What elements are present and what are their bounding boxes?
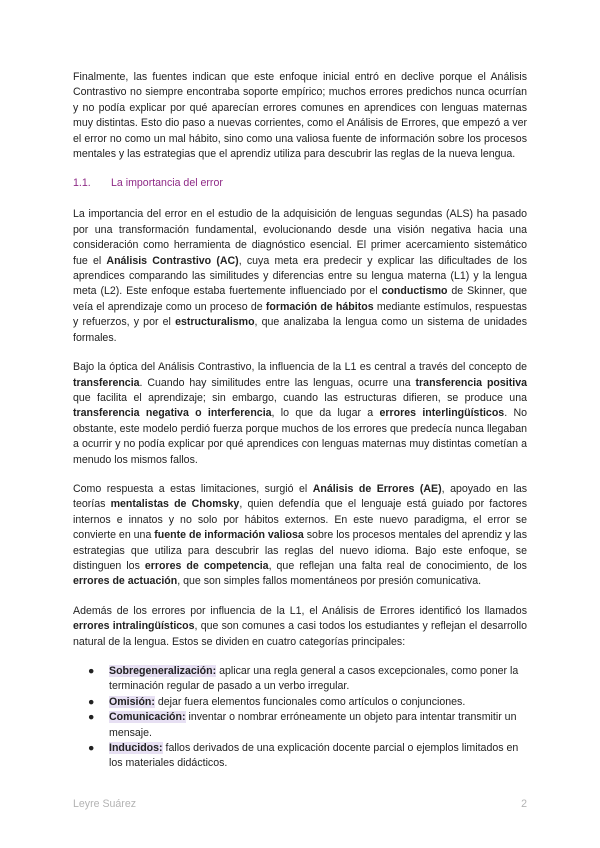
paragraph-contrastive-analysis (73, 207, 527, 346)
bold-term: errores de actuación (73, 575, 178, 588)
list-item (73, 664, 527, 695)
bold-term: conductismo (381, 285, 448, 298)
bold-term: formación de hábitos (265, 300, 374, 313)
bullet-icon: ● (88, 665, 95, 677)
text-run: de Skinner, que veía el aprendizaje como un proceso de (73, 285, 527, 313)
text-run: , que son simples fallos momentáneos por presión comunicativa. (177, 575, 482, 588)
paragraph-intralingual (73, 604, 527, 650)
bold-term: Análisis de Errores (AE) (312, 482, 442, 495)
bold-term: errores interlingüísticos (379, 407, 505, 420)
bold-term: fuente de información valiosa (154, 529, 304, 542)
bold-term: estructuralismo (175, 316, 255, 329)
section-number: 1.1. (73, 177, 91, 190)
bold-term: transferencia negativa o interferencia (73, 407, 272, 420)
page-footer (73, 798, 527, 810)
bullet-icon: ● (88, 742, 95, 755)
text-run: sobre los procesos mentales del aprendiz y las estrategias que utiliza para descubrir las reglas del nuevo idioma. Bajo este enfoque, se distinguen los (73, 529, 527, 572)
paragraph-error-analysis (73, 482, 527, 590)
text-run: , lo que da lugar a (271, 407, 380, 420)
list-item-term: Omisión: (109, 695, 155, 708)
bold-term: mentalistas de Chomsky (110, 498, 240, 511)
bullet-icon: ● (88, 711, 95, 724)
text-run: Además de los errores por influencia de la L1, el Análisis de Errores identificó los llamados (73, 604, 527, 617)
paragraph-transfer (73, 360, 527, 468)
text-run: Como respuesta a estas limitaciones, surgió el (73, 482, 313, 495)
footer-page-number: 2 (521, 798, 527, 810)
text-run: , apoyado en las teorías (73, 482, 528, 511)
intro-paragraph: Finalmente, las fuentes indican que este enfoque inicial entró en declive porque el Análisis Contrastivo no siempre encontraba soporte empírico; muchos errores predichos nunca ocurrían y no podía explicar por qué aparecían errores comunes en aprendices con lenguas maternas muy distintas. Esto dio paso a nuevas corrientes, como el Análisis de Errores, que empezó a ver el error no como un mal hábito, sino como una valiosa fuente de información sobre los procesos mentales y las estrategias que el aprendiz utiliza para descubrir las reglas de la nueva lengua. (73, 71, 527, 161)
list-item-term: Comunicación: (109, 711, 186, 724)
text-run: , quien defendía que el lenguaje está guiado por factores internos e innatos y no solo por hábitos externos. En este nuevo paradigma, el error se convierte en una (73, 498, 527, 542)
text-run: mediante estímulos, respuestas y refuerzos, y por el (73, 300, 527, 329)
text-run: . No obstante, este modelo perdió fuerza porque muchos de los errores que predecía nunca llegaban a ocurrir y no podía explicar por qué aprendices con lenguas maternas muy distintas cometían a menudo los mismos fallos. (73, 407, 527, 466)
text-run: , que son comunes a casi todos los estudiantes y reflejan el desarrollo natural de la lengua. Estos se dividen en cuatro categorías principales: (73, 620, 527, 648)
bold-term: Análisis Contrastivo (AC) (106, 254, 239, 267)
text-run: Bajo la óptica del Análisis Contrastivo, la influencia de la L1 es central a través del concepto de (73, 361, 527, 374)
bullet-icon: ● (88, 695, 95, 708)
list-item (73, 741, 527, 772)
list-item-term: Inducidos: (109, 742, 163, 755)
text-run: , que reflejan una falta real de conocimiento, de los (268, 559, 527, 572)
text-run: La importancia del error en el estudio de la adquisición de lenguas segundas (ALS) ha pasado por una transformación fundamental, evolucionando desde una visión negativa hacia una consideración como herramienta de diagnóstico esencial. El primer acercamiento sistemático fue el (73, 208, 527, 267)
list-item (73, 695, 527, 710)
list-item (73, 710, 527, 741)
section-heading (73, 176, 527, 191)
footer-author: Leyre Suárez (73, 798, 137, 810)
error-categories-list (73, 664, 527, 772)
bold-term: errores intralingüísticos (73, 620, 195, 633)
list-item-term: Sobregeneralización: (109, 665, 217, 677)
bold-term: transferencia positiva (415, 376, 527, 389)
text-run: . Cuando hay similitudes entre las lenguas, ocurre una (139, 376, 416, 389)
bold-term: transferencia (73, 376, 140, 389)
section-title: La importancia del error (111, 177, 223, 190)
list-item-text: dejar fuera elementos funcionales como artículos o conjunciones. (154, 695, 466, 708)
list-item-text: fallos derivados de una explicación docente parcial o ejemplos limitados en los materiales didácticos. (109, 742, 519, 770)
bold-term: errores de competencia (144, 559, 269, 572)
list-item-text: aplicar una regla general a casos excepcionales, como poner la terminación regular de pasado a un verbo irregular. (109, 665, 519, 693)
text-run: , que analizaba la lengua como un sistema de unidades formales. (73, 316, 527, 344)
list-item-text: inventar o nombrar erróneamente un objeto para intentar transmitir un mensaje. (109, 711, 517, 739)
text-run: que facilita el aprendizaje; sin embargo, cuando las estructuras difieren, se produce una (73, 391, 527, 404)
text-run: , cuya meta era predecir y explicar las dificultades de los aprendices comparando las similitudes y diferencias entre su lengua materna (L1) y la lengua meta (L2). Este enfoque estaba fuertemente influenciado por el (73, 254, 528, 298)
page-content (73, 70, 527, 772)
